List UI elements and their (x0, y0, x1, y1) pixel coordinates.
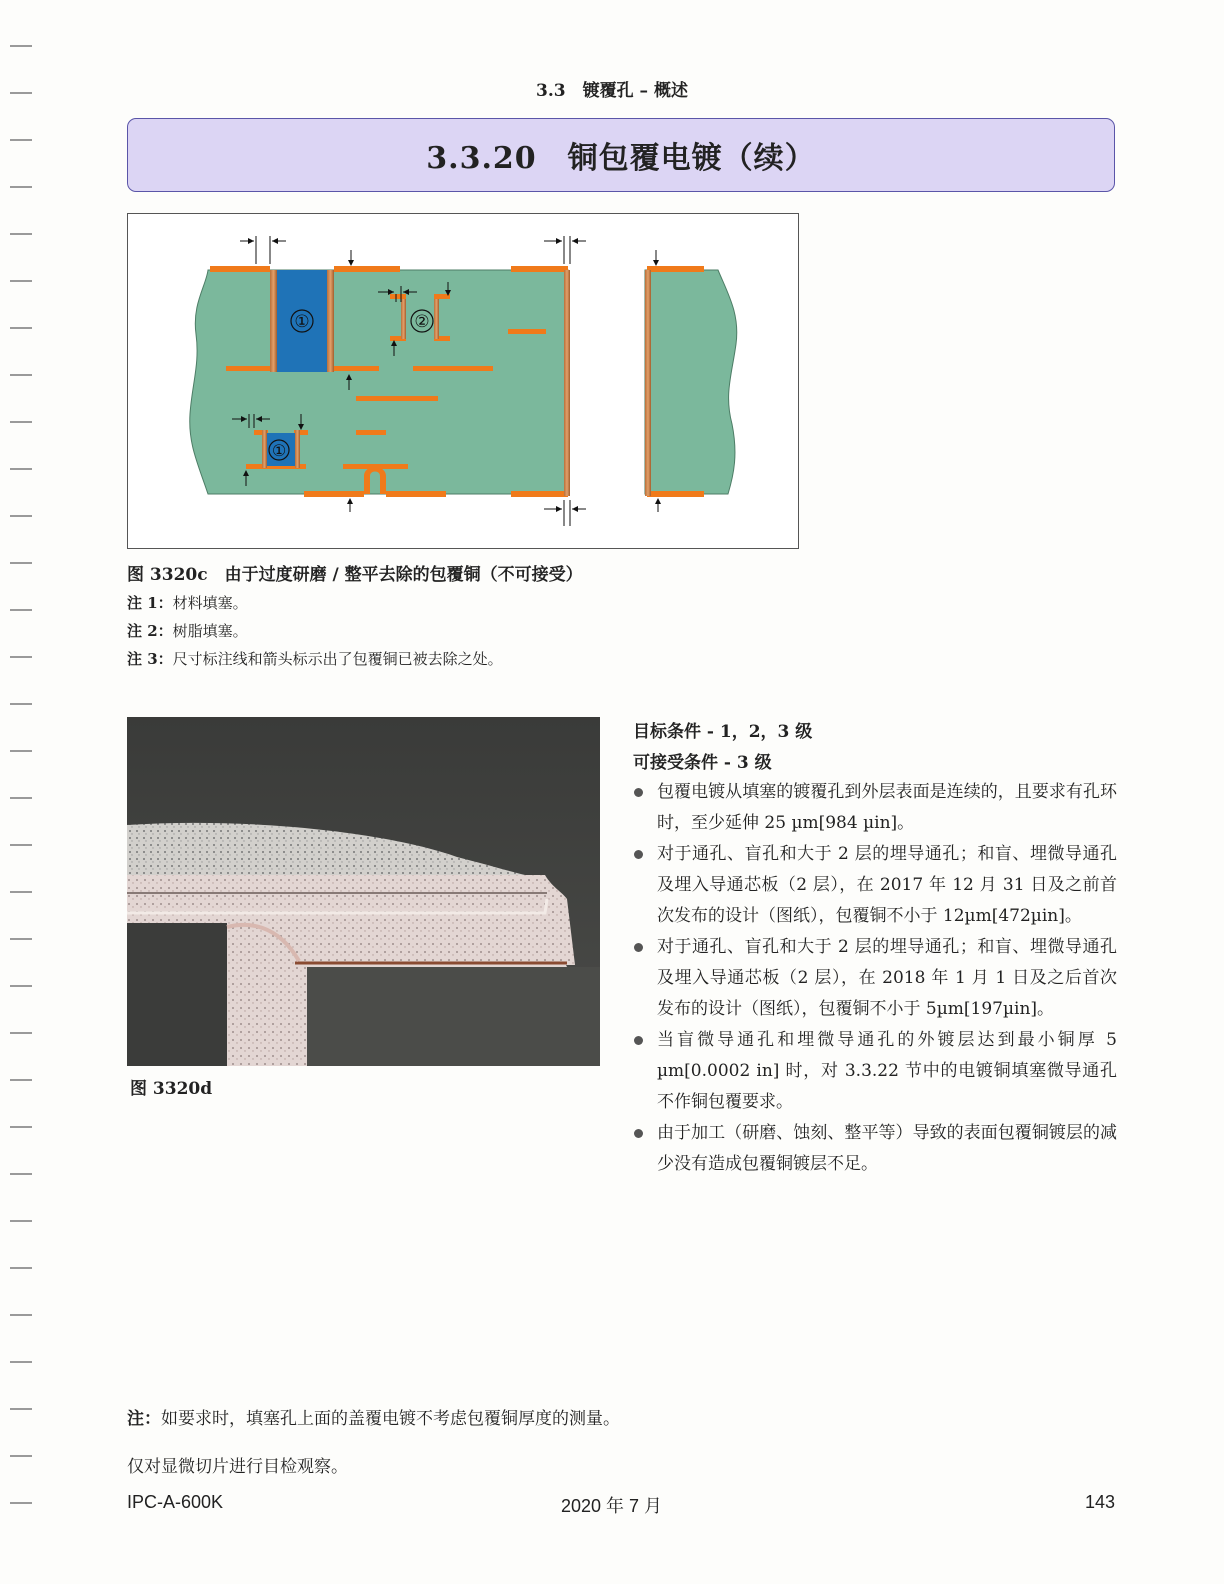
callout-1-bottom: ① (271, 441, 287, 460)
bullet-text: 由于加工（研磨、蚀刻、整平等）导致的表面包覆铜镀层的减少没有造成包覆铜镀层不足。 (657, 1123, 1117, 1174)
list-item (633, 932, 1117, 1025)
section-header: 3.3 镀覆孔 – 概述 (536, 81, 688, 101)
bullet-icon (634, 1129, 643, 1138)
binder-hole-mark (10, 280, 32, 282)
note-3-label: 注 3： (127, 650, 173, 668)
binder-hole-mark (10, 139, 32, 141)
binder-hole-mark (10, 985, 32, 987)
list-item (633, 1118, 1117, 1180)
binder-hole-mark (10, 703, 32, 705)
list-item (633, 1025, 1117, 1118)
binder-hole-mark (10, 938, 32, 940)
binder-hole-mark (10, 233, 32, 235)
binder-hole-mark (10, 562, 32, 564)
binder-hole-mark (10, 891, 32, 893)
binder-hole-mark (10, 1502, 32, 1504)
binder-hole-mark (10, 1220, 32, 1222)
binder-holes (10, 0, 32, 1584)
figure-3320c-diagram (127, 213, 799, 549)
binder-hole-mark (10, 1126, 32, 1128)
binder-hole-mark (10, 1408, 32, 1410)
condition-bullets (633, 777, 1117, 1180)
note-3 (127, 648, 503, 669)
footer-doc-id: IPC-A-600K (127, 1492, 224, 1512)
binder-hole-mark (10, 1314, 32, 1316)
bullet-icon (634, 943, 643, 952)
callout-1-top: ① (294, 312, 310, 332)
target-condition-heading: 目标条件 - 1，2，3 级 (633, 722, 813, 742)
list-item (633, 839, 1117, 932)
binder-hole-mark (10, 1361, 32, 1363)
note-2-text: 树脂填塞。 (172, 622, 248, 640)
callout-2: ② (414, 312, 430, 332)
bullet-icon (634, 850, 643, 859)
note-2-label: 注 2： (127, 622, 173, 640)
bullet-text: 当盲微导通孔和埋微导通孔的外镀层达到最小铜厚 5 µm[0.0002 in] 时，对 3.3.22 节中的电镀铜填塞微导通孔不作铜包覆要求。 (657, 1030, 1117, 1112)
note-2 (127, 620, 248, 641)
note-1 (127, 592, 248, 613)
bottom-observation-note: 仅对显微切片进行目检观察。 (127, 1457, 348, 1477)
list-item (633, 777, 1117, 839)
figure-3320c-caption: 图 3320c 由于过度研磨 / 整平去除的包覆铜（不可接受） (127, 565, 583, 585)
binder-hole-mark (10, 327, 32, 329)
binder-hole-mark (10, 1267, 32, 1269)
bullet-icon (634, 788, 643, 797)
binder-hole-mark (10, 515, 32, 517)
bullet-text: 包覆电镀从填塞的镀覆孔到外层表面是连续的，且要求有孔环时，至少延伸 25 µm[984 µin]。 (657, 782, 1117, 833)
binder-hole-mark (10, 421, 32, 423)
board-right (645, 270, 737, 494)
binder-hole-mark (10, 844, 32, 846)
binder-hole-mark (10, 1173, 32, 1175)
board-left (190, 270, 568, 494)
binder-hole-mark (10, 1079, 32, 1081)
binder-hole-mark (10, 750, 32, 752)
binder-hole-mark (10, 1032, 32, 1034)
page-title (127, 118, 1115, 192)
binder-hole-mark (10, 797, 32, 799)
binder-hole-mark (10, 656, 32, 658)
binder-hole-mark (10, 45, 32, 47)
binder-hole-mark (10, 186, 32, 188)
binder-hole-mark (10, 1455, 32, 1457)
binder-hole-mark (10, 374, 32, 376)
binder-hole-mark (10, 468, 32, 470)
note-1-text: 材料填塞。 (172, 594, 248, 612)
note-1-label: 注 1： (127, 594, 173, 612)
note-3-text: 尺寸标注线和箭头标示出了包覆铜已被去除之处。 (172, 650, 503, 668)
footer-page-number: 143 (1085, 1492, 1116, 1512)
page-title-text: 3.3.20 铜包覆电镀（续） (426, 141, 816, 176)
figure-3320d-caption: 图 3320d (130, 1079, 213, 1099)
acceptable-condition-heading: 可接受条件 - 3 级 (633, 753, 772, 773)
bottom-note-label: 注： (127, 1409, 161, 1429)
bottom-note (127, 1404, 620, 1429)
bullet-text: 对于通孔、盲孔和大于 2 层的埋导通孔；和盲、埋微导通孔及埋入导通芯板（2 层），在 2018 年 1 月 1 日及之后首次发布的设计（图纸），包覆铜不小于 5µm[197µin]。 (657, 937, 1117, 1019)
bullet-icon (634, 1036, 643, 1045)
footer-date: 2020 年 7 月 (561, 1496, 663, 1516)
bullet-text: 对于通孔、盲孔和大于 2 层的埋导通孔；和盲、埋微导通孔及埋入导通芯板（2 层），在 2017 年 12 月 31 日及之前首次发布的设计（图纸），包覆铜不小于 12µm[472µin]。 (657, 844, 1117, 926)
binder-hole-mark (10, 609, 32, 611)
bottom-note-text: 如要求时，填塞孔上面的盖覆电镀不考虑包覆铜厚度的测量。 (161, 1409, 620, 1429)
figure-3320d-photo (127, 717, 600, 1066)
